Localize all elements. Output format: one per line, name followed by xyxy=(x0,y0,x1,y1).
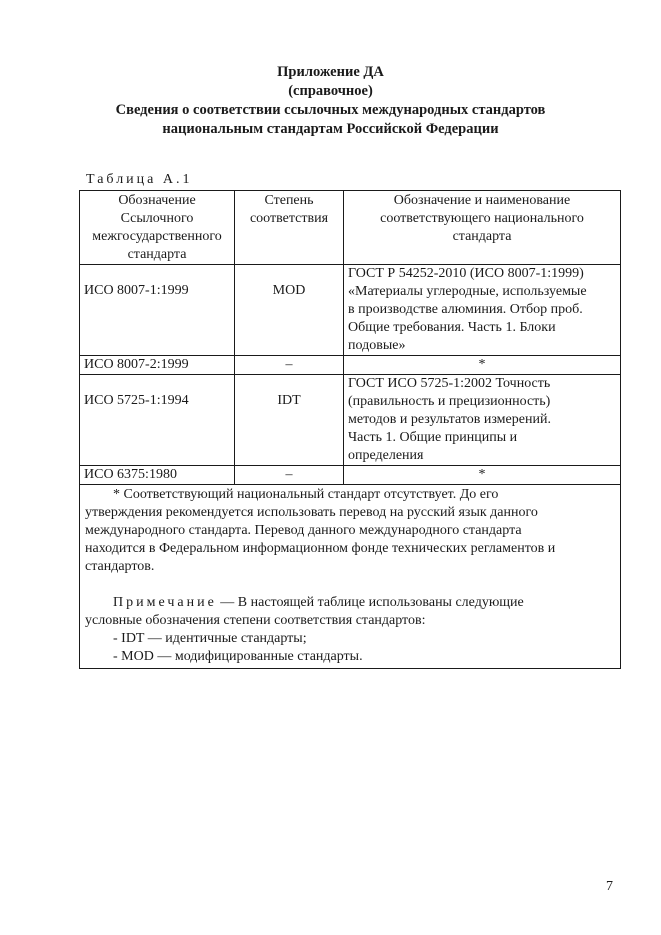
cell-designation: ИСО 8007-2:1999 xyxy=(80,356,235,375)
appendix-title xyxy=(0,101,661,139)
cell-degree: MOD xyxy=(235,265,344,356)
national-line: Часть 1. Общие принципы и xyxy=(348,430,518,445)
spacer xyxy=(85,576,616,594)
table-row xyxy=(80,356,621,375)
table-caption: Таблица А.1 xyxy=(86,172,193,187)
cell-designation: ИСО 5725-1:1994 xyxy=(80,375,235,466)
national-line: методов и результатов измерений. xyxy=(348,412,551,427)
footnote-line: находится в Федеральном информационном фонде технических регламентов и xyxy=(85,541,556,556)
correspondence-table xyxy=(79,190,621,669)
footnote-line: утверждения рекомендуется использовать перевод на русский язык данного xyxy=(85,505,538,520)
table-footnote-cell xyxy=(80,485,621,669)
appendix-heading xyxy=(0,63,661,101)
cell-designation: ИСО 8007-1:1999 xyxy=(80,265,235,356)
footnote-line: стандартов. xyxy=(85,559,155,574)
national-line: (правильность и прецизионность) xyxy=(348,394,551,409)
note-item: - IDT — идентичные стандарты; xyxy=(113,631,307,646)
table-footer-row xyxy=(80,485,621,669)
header-degree-line: соответствия xyxy=(249,211,329,226)
header-designation-line: Ссылочного xyxy=(120,211,194,226)
header-designation-line: Обозначение xyxy=(118,193,196,208)
title-line-2: национальным стандартам Российской Федерации xyxy=(162,121,499,137)
header-designation xyxy=(80,191,235,265)
table-header-row xyxy=(80,191,621,265)
cell-designation: ИСО 6375:1980 xyxy=(80,466,235,485)
cell-degree: – xyxy=(235,356,344,375)
note-text: — В настоящей таблице использованы следующие xyxy=(216,595,524,610)
footnote-line: международного стандарта. Перевод данного международного стандарта xyxy=(85,523,522,538)
header-national-standard xyxy=(344,191,621,265)
note-label: Примечание xyxy=(113,595,217,610)
note-line: условные обозначения степени соответствия стандартов: xyxy=(85,613,426,628)
header-national-line: стандарта xyxy=(452,229,512,244)
title-line-1: Сведения о соответствии ссылочных международных стандартов xyxy=(115,102,546,118)
header-degree-line: Степень xyxy=(264,193,314,208)
national-line: в производстве алюминия. Отбор проб. xyxy=(348,302,583,317)
national-line: ГОСТ Р 54252-2010 (ИСО 8007-1:1999) xyxy=(348,266,584,281)
table-row xyxy=(80,466,621,485)
cell-national-standard: * xyxy=(344,466,621,485)
national-line: ГОСТ ИСО 5725-1:2002 Точность xyxy=(348,376,551,391)
national-line: «Материалы углеродные, используемые xyxy=(348,284,587,299)
cell-national-standard xyxy=(344,265,621,356)
national-line: Общие требования. Часть 1. Блоки xyxy=(348,320,556,335)
cell-national-standard xyxy=(344,375,621,466)
footnote-line: * Соответствующий национальный стандарт отсутствует. До его xyxy=(113,487,499,502)
header-national-line: соответствующего национального xyxy=(380,211,584,226)
appendix-label: Приложение ДА xyxy=(277,64,384,80)
header-degree xyxy=(235,191,344,265)
header-designation-line: межгосударственного xyxy=(92,229,222,244)
national-line: определения xyxy=(348,448,424,463)
note-item: - MOD — модифицированные стандарты. xyxy=(113,649,363,664)
appendix-reference-label: (справочное) xyxy=(288,83,373,99)
cell-degree: – xyxy=(235,466,344,485)
page-number: 7 xyxy=(606,879,613,894)
national-line: подовые» xyxy=(348,338,406,353)
note-line xyxy=(85,594,616,612)
table-row xyxy=(80,265,621,356)
header-designation-line: стандарта xyxy=(127,247,187,262)
table-row xyxy=(80,375,621,466)
cell-degree: IDT xyxy=(235,375,344,466)
header-national-line: Обозначение и наименование xyxy=(393,193,571,208)
cell-national-standard: * xyxy=(344,356,621,375)
